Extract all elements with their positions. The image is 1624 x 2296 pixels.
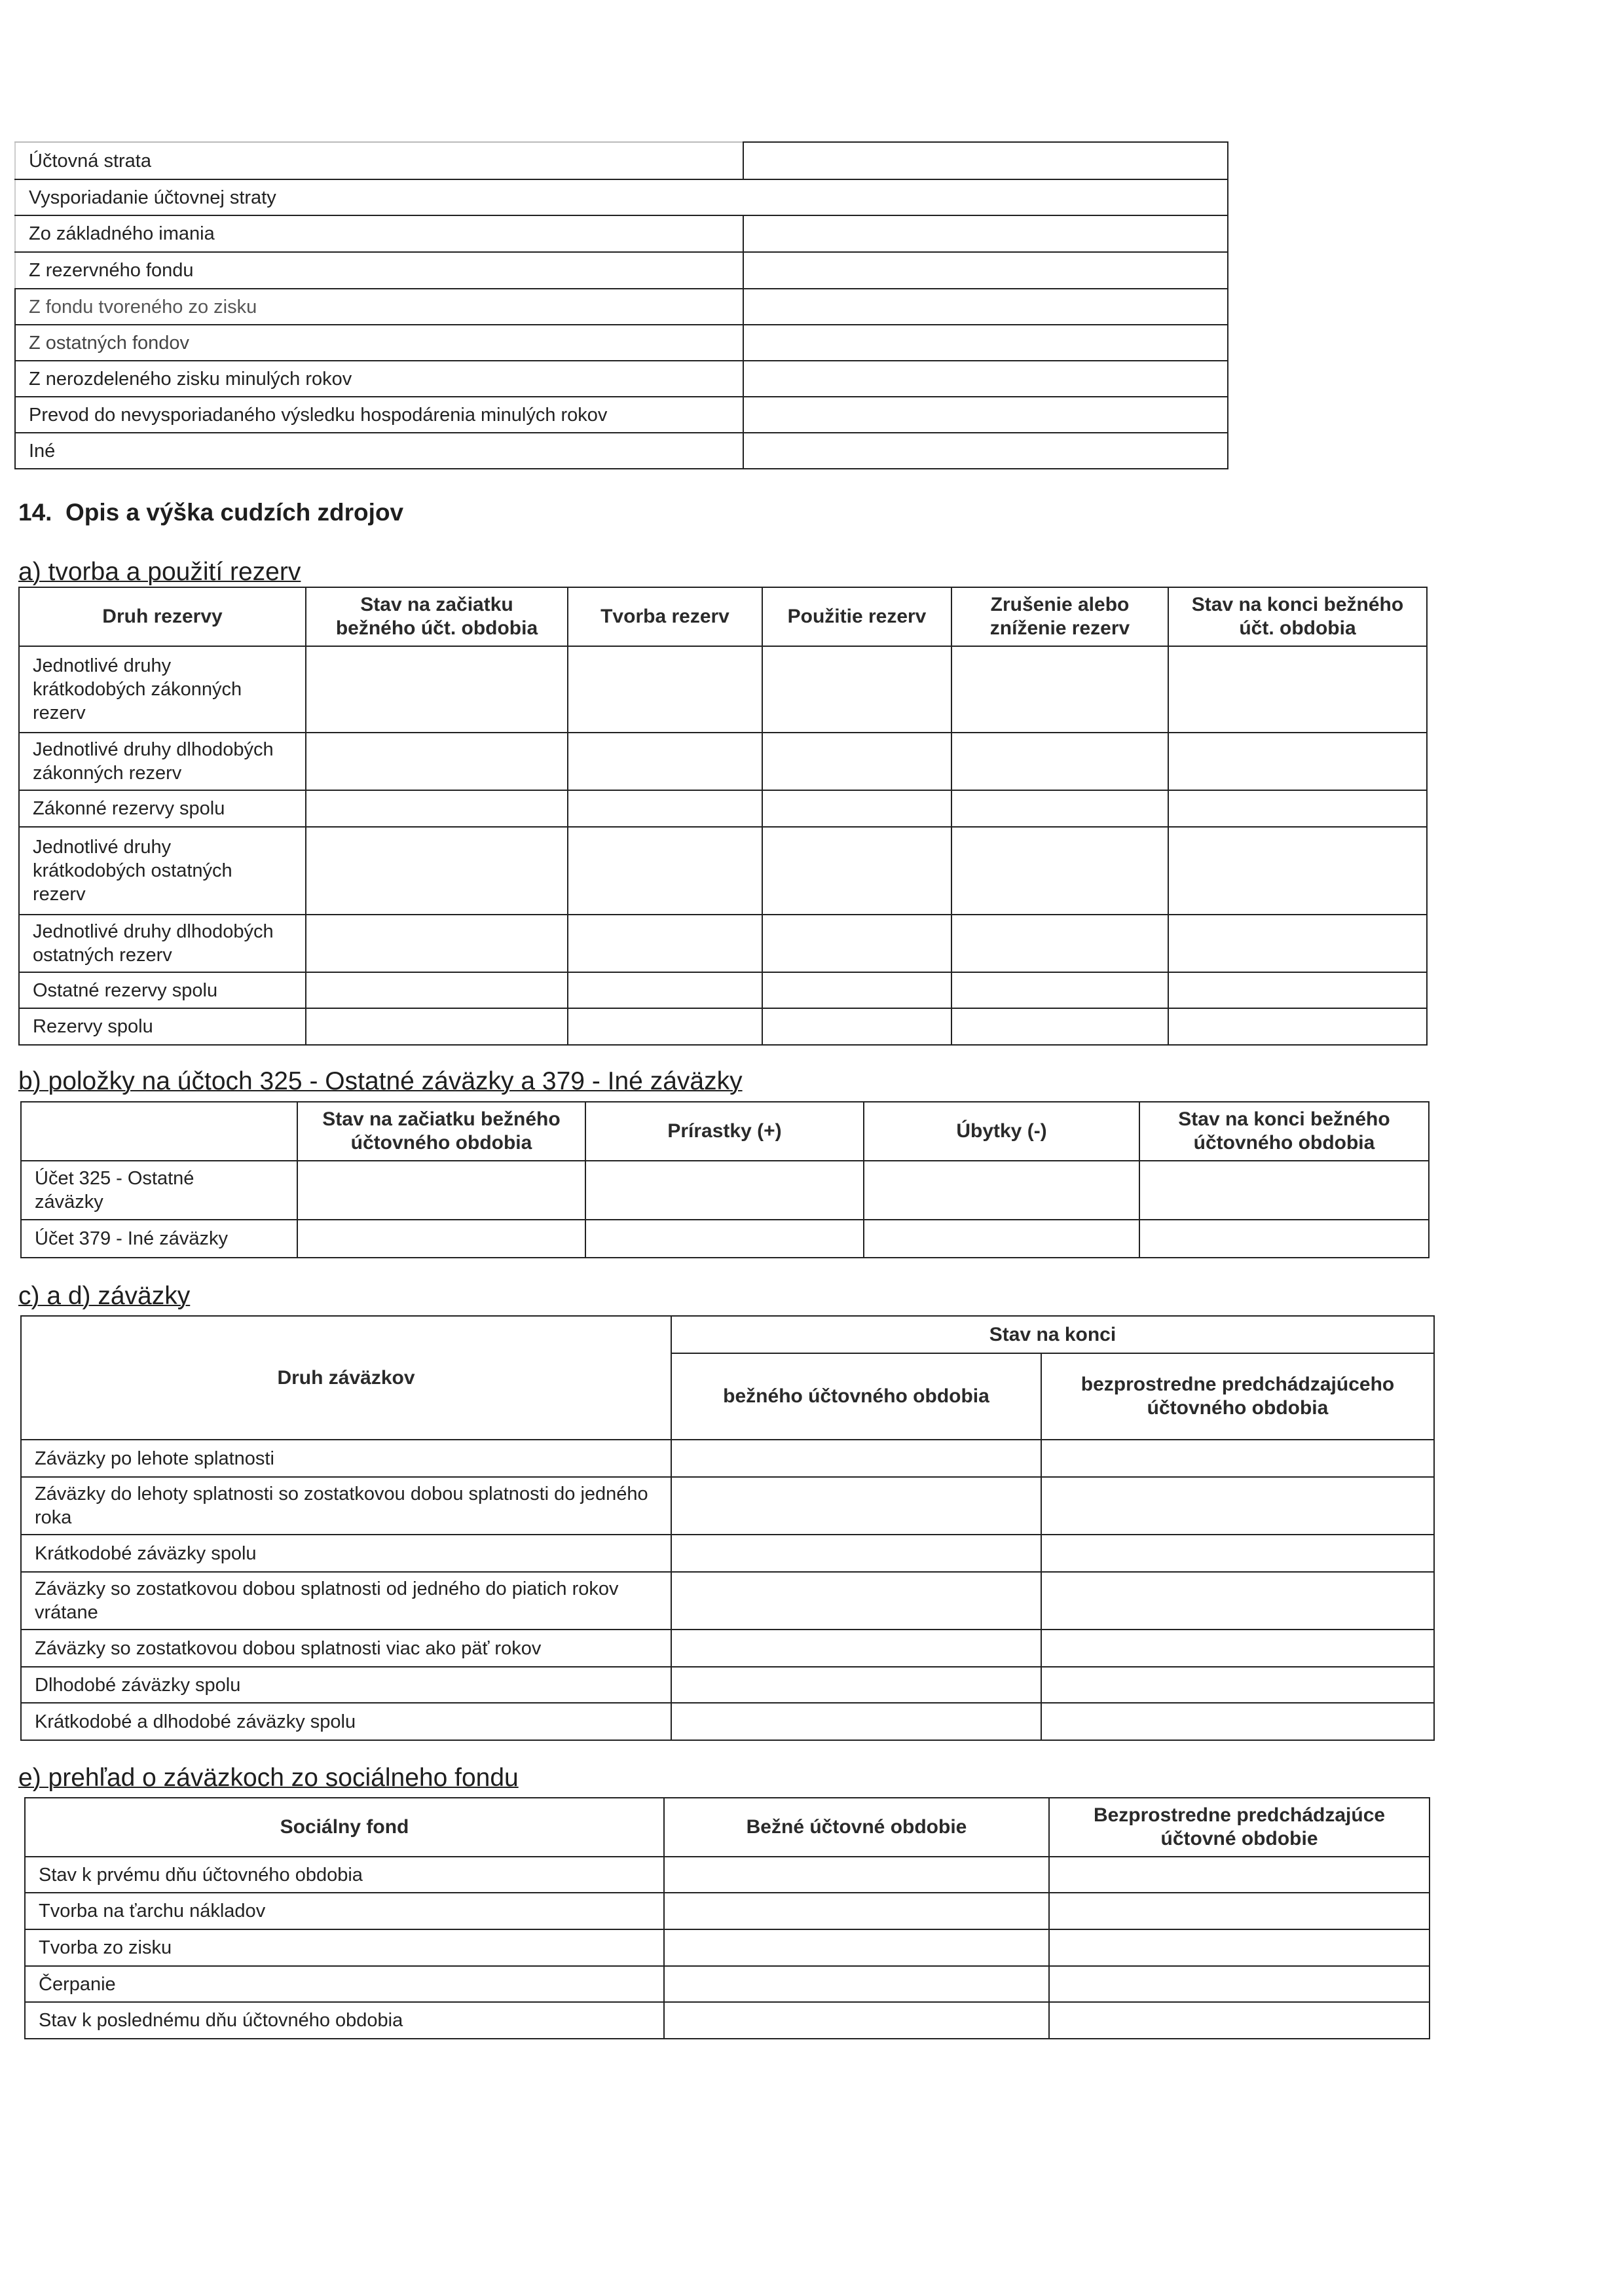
table-row — [15, 397, 1228, 433]
social-fund-heading — [18, 1764, 519, 1793]
value-cell[interactable] — [1139, 1161, 1429, 1220]
row-label: Iné — [15, 433, 743, 469]
table-row — [15, 215, 1228, 252]
value-cell[interactable] — [306, 972, 568, 1008]
table-row — [21, 1161, 1429, 1220]
row-label: Jednotlivé druhy dlhodobých ostatných rezerv — [19, 915, 306, 972]
header-cell: Úbytky (-) — [864, 1102, 1139, 1161]
header-cell: Druh záväzkov — [21, 1316, 671, 1440]
table-row — [25, 1857, 1430, 1893]
value-cell[interactable] — [1168, 646, 1427, 733]
value-cell[interactable] — [1168, 1008, 1427, 1045]
header-cell: Stav na konci bežného účtovného obdobia — [1139, 1102, 1429, 1161]
table-row — [19, 827, 1427, 915]
value-cell[interactable] — [1139, 1220, 1429, 1258]
row-label: Záväzky so zostatkovou dobou splatnosti od jedného do piatich rokov vrátane — [21, 1572, 671, 1630]
row-label: Jednotlivé druhy dlhodobých zákonných rezerv — [19, 733, 306, 790]
table-row — [25, 1929, 1430, 1966]
table-row — [19, 915, 1427, 972]
header-cell: Stav na začiatku bežného účtovného obdobia — [297, 1102, 585, 1161]
value-cell[interactable] — [951, 790, 1168, 827]
value-cell[interactable] — [297, 1161, 585, 1220]
value-cell[interactable] — [568, 972, 762, 1008]
table-row — [21, 1630, 1434, 1667]
header-cell: Druh rezervy — [19, 587, 306, 646]
value-cell[interactable] — [951, 972, 1168, 1008]
table-row — [21, 1535, 1434, 1572]
table-header-row — [21, 1102, 1429, 1161]
table-row — [21, 1703, 1434, 1740]
value-cell[interactable] — [951, 915, 1168, 972]
section-number: 14. — [18, 499, 52, 526]
row-label: Zákonné rezervy spolu — [19, 790, 306, 827]
table-row — [19, 1008, 1427, 1045]
section-title-text: Opis a výška cudzích zdrojov — [65, 499, 404, 526]
value-cell[interactable] — [762, 790, 951, 827]
value-cell[interactable] — [743, 361, 1228, 397]
value-cell[interactable] — [671, 1703, 1041, 1740]
header-cell — [21, 1102, 297, 1161]
row-label: Rezervy spolu — [19, 1008, 306, 1045]
value-cell[interactable] — [951, 827, 1168, 915]
value-cell[interactable] — [671, 1572, 1041, 1630]
table-row — [19, 733, 1427, 790]
accounts-table — [20, 1101, 1430, 1258]
row-label: Tvorba zo zisku — [25, 1929, 664, 1966]
value-cell[interactable] — [951, 733, 1168, 790]
value-cell[interactable] — [1168, 915, 1427, 972]
value-cell[interactable] — [1049, 1966, 1430, 2002]
header-cell: Bežné účtovné obdobie — [664, 1798, 1049, 1857]
value-cell[interactable] — [762, 915, 951, 972]
value-cell[interactable] — [951, 646, 1168, 733]
value-cell[interactable] — [1168, 827, 1427, 915]
accounts-heading — [18, 1067, 743, 1096]
header-group-cell: Stav na konci — [671, 1316, 1434, 1353]
row-label: Čerpanie — [25, 1966, 664, 2002]
value-cell[interactable] — [762, 1008, 951, 1045]
social-fund-table — [24, 1797, 1430, 2039]
value-cell[interactable] — [568, 646, 762, 733]
value-cell[interactable] — [664, 2002, 1049, 2039]
value-cell[interactable] — [1041, 1535, 1434, 1572]
table-row — [21, 1440, 1434, 1477]
value-cell[interactable] — [1168, 790, 1427, 827]
value-cell[interactable] — [1049, 1893, 1430, 1929]
table-row — [15, 179, 1228, 215]
value-cell[interactable] — [297, 1220, 585, 1258]
row-label: Z fondu tvoreného zo zisku — [15, 289, 743, 325]
value-cell[interactable] — [671, 1667, 1041, 1703]
value-cell[interactable] — [1049, 1857, 1430, 1893]
table-row — [15, 142, 1228, 179]
row-label: Prevod do nevysporiadaného výsledku hospodárenia minulých rokov — [15, 397, 743, 433]
row-label: Účet 325 - Ostatné záväzky — [21, 1161, 297, 1220]
row-label: Záväzky so zostatkovou dobou splatnosti viac ako päť rokov — [21, 1630, 671, 1667]
row-label: Dlhodobé záväzky spolu — [21, 1667, 671, 1703]
value-cell[interactable] — [743, 397, 1228, 433]
section-title — [18, 499, 403, 526]
row-label: Stav k prvému dňu účtovného obdobia — [25, 1857, 664, 1893]
row-label: Z nerozdeleného zisku minulých rokov — [15, 361, 743, 397]
value-cell[interactable] — [762, 646, 951, 733]
value-cell[interactable] — [743, 325, 1228, 361]
value-cell[interactable] — [1041, 1667, 1434, 1703]
table-row — [21, 1220, 1429, 1258]
value-cell[interactable] — [743, 289, 1228, 325]
value-cell[interactable] — [1049, 2002, 1430, 2039]
header-cell: Bezprostredne predchádzajúce účtovné obdobie — [1049, 1798, 1430, 1857]
row-label: Jednotlivé druhy krátkodobých ostatných rezerv — [19, 827, 306, 915]
accounts-heading-text: b) položky na účtoch 325 - Ostatné záväzky a 379 - Iné záväzky — [18, 1067, 743, 1095]
value-cell[interactable] — [306, 827, 568, 915]
value-cell[interactable] — [743, 215, 1228, 252]
table-row — [15, 252, 1228, 289]
liabilities-table — [20, 1315, 1435, 1741]
table-row — [15, 325, 1228, 361]
row-label: Zo základného imania — [15, 215, 743, 252]
value-cell[interactable] — [568, 827, 762, 915]
table-row — [15, 361, 1228, 397]
table-row — [15, 433, 1228, 469]
value-cell[interactable] — [568, 1008, 762, 1045]
value-cell[interactable] — [1049, 1929, 1430, 1966]
value-cell[interactable] — [568, 733, 762, 790]
value-cell[interactable] — [664, 1966, 1049, 2002]
value-cell[interactable] — [951, 1008, 1168, 1045]
row-label: Účet 379 - Iné záväzky — [21, 1220, 297, 1258]
value-cell[interactable] — [568, 915, 762, 972]
row-label: Ostatné rezervy spolu — [19, 972, 306, 1008]
header-cell: Prírastky (+) — [585, 1102, 864, 1161]
value-cell[interactable] — [743, 142, 1228, 179]
value-cell[interactable] — [762, 972, 951, 1008]
table-row — [19, 972, 1427, 1008]
row-label: Vysporiadanie účtovnej straty — [15, 179, 1228, 215]
row-label: Krátkodobé a dlhodobé záväzky spolu — [21, 1703, 671, 1740]
value-cell[interactable] — [762, 733, 951, 790]
value-cell[interactable] — [864, 1161, 1139, 1220]
value-cell[interactable] — [306, 915, 568, 972]
value-cell[interactable] — [664, 1929, 1049, 1966]
row-label: Krátkodobé záväzky spolu — [21, 1535, 671, 1572]
value-cell[interactable] — [306, 733, 568, 790]
value-cell[interactable] — [306, 790, 568, 827]
table-row — [19, 646, 1427, 733]
row-label: Tvorba na ťarchu nákladov — [25, 1893, 664, 1929]
reserves-heading-text: a) tvorba a použití rezerv — [18, 558, 301, 586]
value-cell[interactable] — [762, 827, 951, 915]
table-row — [25, 1966, 1430, 2002]
row-label: Záväzky po lehote splatnosti — [21, 1440, 671, 1477]
table-row — [21, 1477, 1434, 1535]
header-cell: Zrušenie alebo zníženie rezerv — [951, 587, 1168, 646]
row-label: Stav k poslednému dňu účtovného obdobia — [25, 2002, 664, 2039]
header-cell: bežného účtovného obdobia — [671, 1353, 1041, 1440]
table-row — [19, 790, 1427, 827]
header-cell: bezprostredne predchádzajúceho účtovného obdobia — [1041, 1353, 1434, 1440]
reserves-heading — [18, 558, 301, 587]
table-row — [15, 289, 1228, 325]
table-header-row — [19, 587, 1427, 646]
value-cell[interactable] — [1041, 1572, 1434, 1630]
table-row — [21, 1572, 1434, 1630]
table-header-row — [25, 1798, 1430, 1857]
value-cell[interactable] — [1041, 1477, 1434, 1535]
row-label: Jednotlivé druhy krátkodobých zákonných rezerv — [19, 646, 306, 733]
value-cell[interactable] — [671, 1630, 1041, 1667]
value-cell[interactable] — [743, 433, 1228, 469]
value-cell[interactable] — [1041, 1440, 1434, 1477]
row-label: Z rezervného fondu — [15, 252, 743, 289]
row-label: Z ostatných fondov — [15, 325, 743, 361]
value-cell[interactable] — [664, 1893, 1049, 1929]
liabilities-heading — [18, 1282, 190, 1311]
value-cell[interactable] — [664, 1857, 1049, 1893]
value-cell[interactable] — [1168, 972, 1427, 1008]
header-cell: Stav na konci bežného účt. obdobia — [1168, 587, 1427, 646]
value-cell[interactable] — [1168, 733, 1427, 790]
table-row — [25, 2002, 1430, 2039]
social-fund-heading-text: e) prehľad o záväzkoch zo sociálneho fondu — [18, 1764, 519, 1792]
row-label: Záväzky do lehoty splatnosti so zostatkovou dobou splatnosti do jedného roka — [21, 1477, 671, 1535]
header-cell: Použitie rezerv — [762, 587, 951, 646]
value-cell[interactable] — [306, 1008, 568, 1045]
row-label: Účtovná strata — [15, 142, 743, 179]
value-cell[interactable] — [585, 1220, 864, 1258]
header-cell: Stav na začiatku bežného účt. obdobia — [306, 587, 568, 646]
value-cell[interactable] — [306, 646, 568, 733]
value-cell[interactable] — [743, 252, 1228, 289]
reserves-table — [18, 587, 1428, 1046]
header-cell: Tvorba rezerv — [568, 587, 762, 646]
value-cell[interactable] — [671, 1535, 1041, 1572]
table-header-row — [21, 1316, 1434, 1353]
value-cell[interactable] — [585, 1161, 864, 1220]
liabilities-heading-text: c) a d) záväzky — [18, 1282, 191, 1310]
value-cell[interactable] — [671, 1440, 1041, 1477]
value-cell[interactable] — [864, 1220, 1139, 1258]
table-row — [21, 1667, 1434, 1703]
value-cell[interactable] — [568, 790, 762, 827]
header-cell: Sociálny fond — [25, 1798, 664, 1857]
value-cell[interactable] — [671, 1477, 1041, 1535]
table-row — [25, 1893, 1430, 1929]
loss-settlement-table — [14, 141, 1228, 469]
value-cell[interactable] — [1041, 1703, 1434, 1740]
value-cell[interactable] — [1041, 1630, 1434, 1667]
